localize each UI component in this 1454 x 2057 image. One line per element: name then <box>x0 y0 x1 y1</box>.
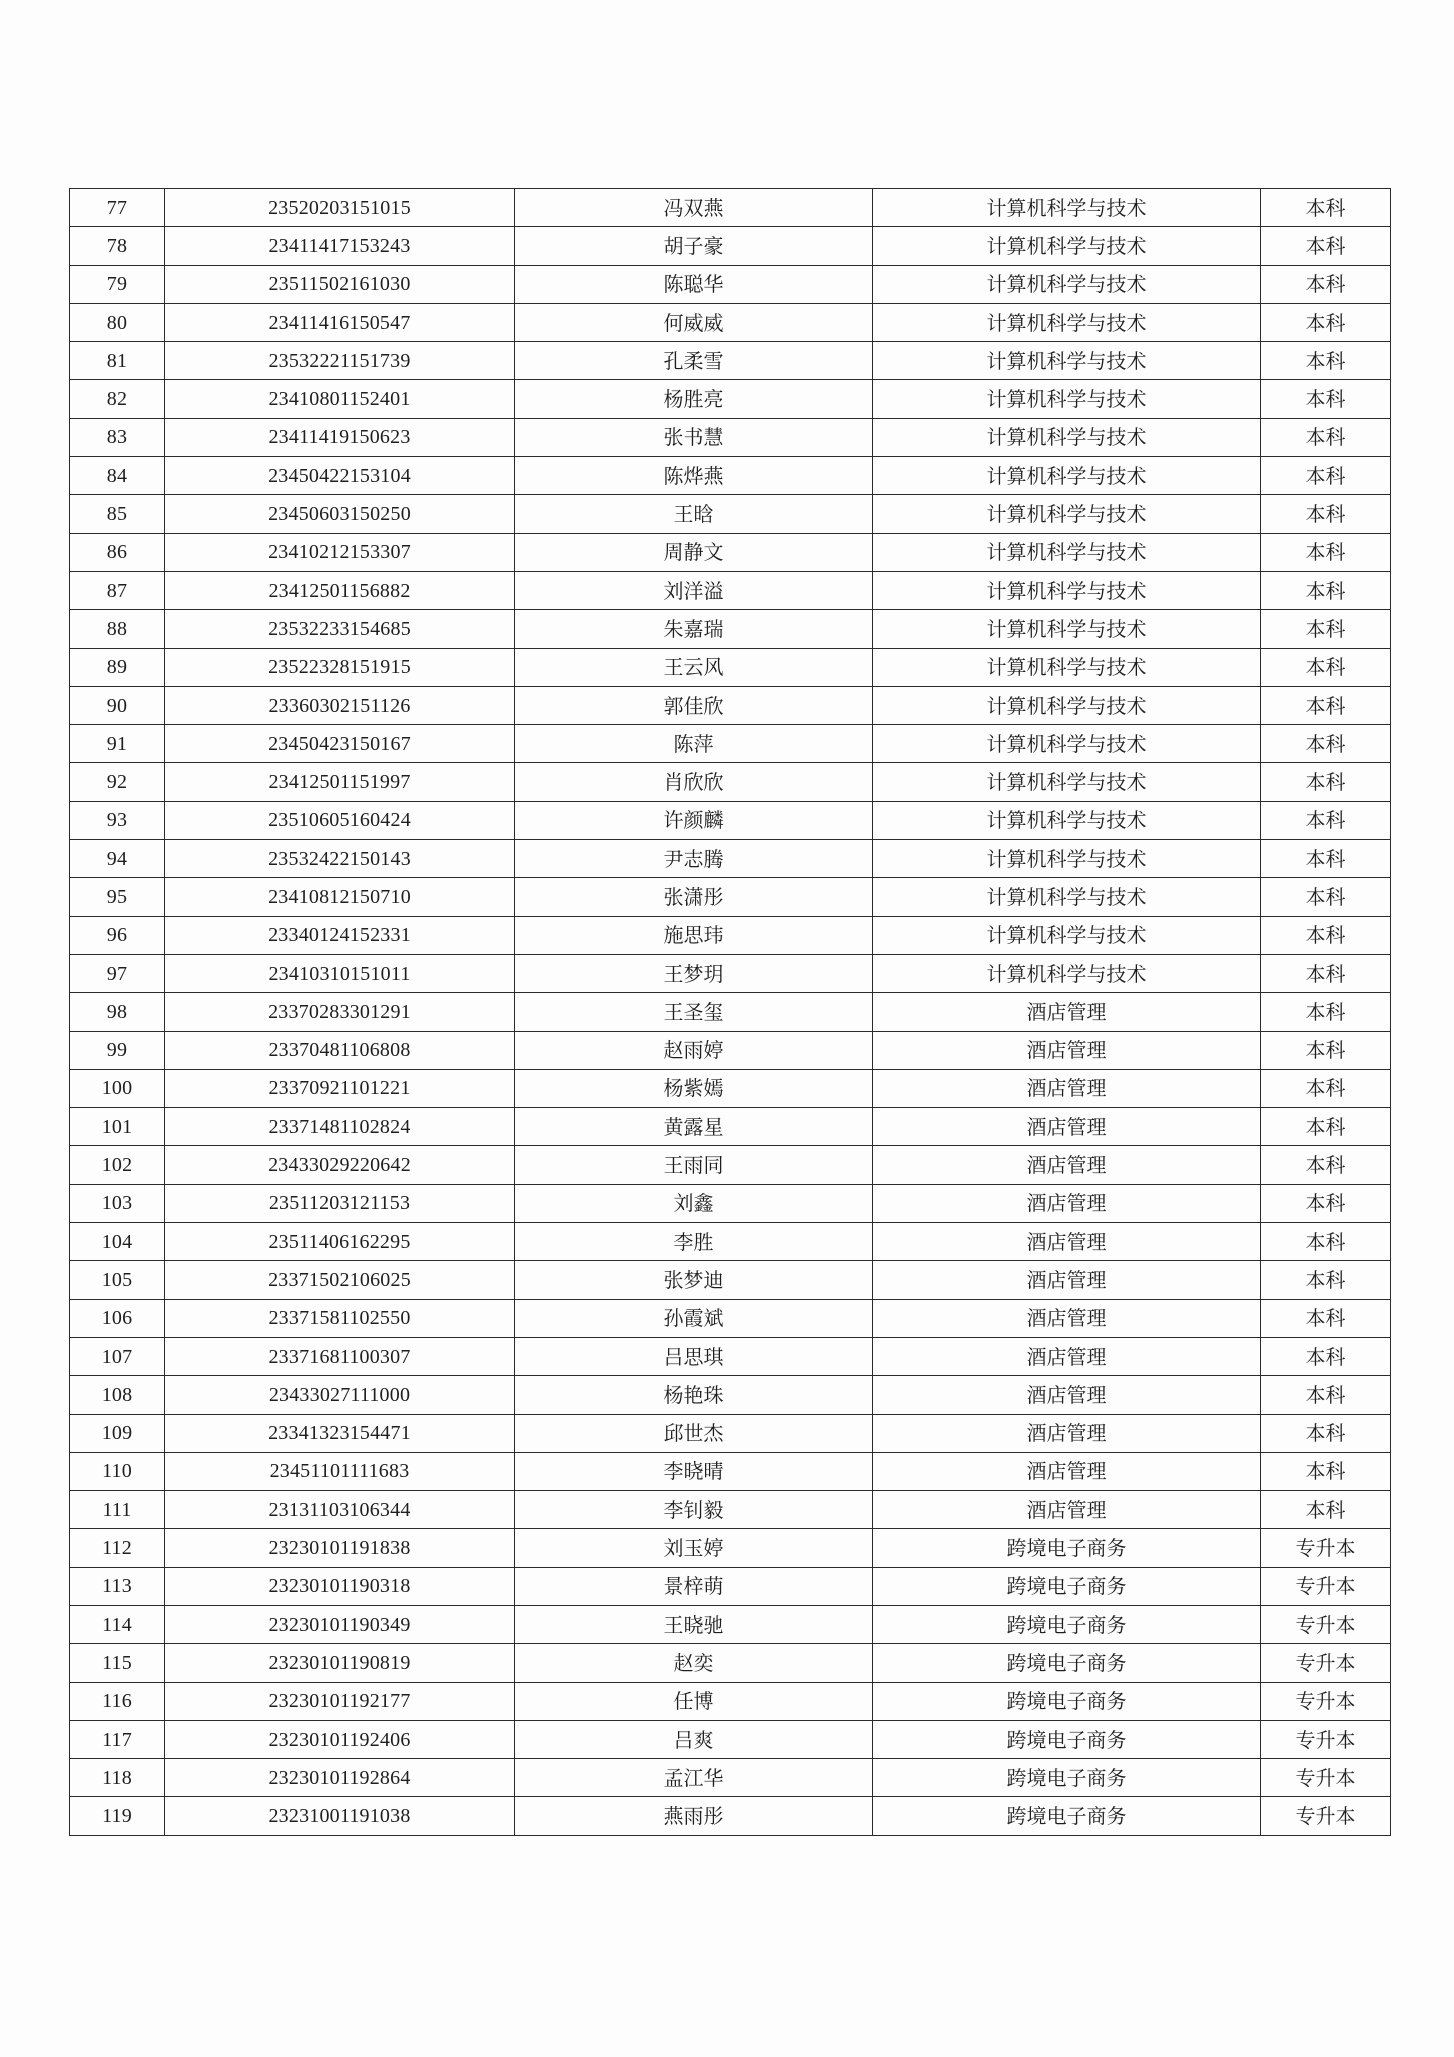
level-cell: 本科 <box>1261 916 1391 954</box>
table-row <box>70 303 1391 341</box>
student-id-cell: 23230101190318 <box>165 1567 515 1605</box>
level-cell: 本科 <box>1261 801 1391 839</box>
level-cell: 本科 <box>1261 1337 1391 1375</box>
major-cell: 跨境电子商务 <box>873 1529 1261 1567</box>
table-row <box>70 533 1391 571</box>
student-name-cell: 胡子豪 <box>515 227 873 265</box>
major-cell: 酒店管理 <box>873 1414 1261 1452</box>
level-cell: 本科 <box>1261 1299 1391 1337</box>
student-name-cell: 李胜 <box>515 1223 873 1261</box>
student-id-cell: 23510605160424 <box>165 801 515 839</box>
student-id-cell: 23411417153243 <box>165 227 515 265</box>
student-id-cell: 23433029220642 <box>165 1146 515 1184</box>
table-row <box>70 686 1391 724</box>
student-name-cell: 朱嘉瑞 <box>515 610 873 648</box>
student-id-cell: 23371481102824 <box>165 1108 515 1146</box>
major-cell: 酒店管理 <box>873 1108 1261 1146</box>
student-id-cell: 23370921101221 <box>165 1069 515 1107</box>
student-id-cell: 23410310151011 <box>165 954 515 992</box>
student-name-cell: 李晓晴 <box>515 1452 873 1490</box>
row-number-cell: 83 <box>70 418 165 456</box>
major-cell: 计算机科学与技术 <box>873 303 1261 341</box>
level-cell: 本科 <box>1261 1108 1391 1146</box>
table-row <box>70 265 1391 303</box>
row-number-cell: 78 <box>70 227 165 265</box>
major-cell: 酒店管理 <box>873 993 1261 1031</box>
table-row <box>70 878 1391 916</box>
table-row <box>70 342 1391 380</box>
table-row <box>70 1644 1391 1682</box>
student-name-cell: 郭佳欣 <box>515 686 873 724</box>
major-cell: 计算机科学与技术 <box>873 878 1261 916</box>
row-number-cell: 91 <box>70 725 165 763</box>
student-name-cell: 刘洋溢 <box>515 571 873 609</box>
row-number-cell: 77 <box>70 189 165 227</box>
student-id-cell: 23370481106808 <box>165 1031 515 1069</box>
student-name-cell: 孙霞斌 <box>515 1299 873 1337</box>
row-number-cell: 93 <box>70 801 165 839</box>
major-cell: 酒店管理 <box>873 1069 1261 1107</box>
student-name-cell: 许颜麟 <box>515 801 873 839</box>
level-cell: 本科 <box>1261 571 1391 609</box>
student-name-cell: 燕雨彤 <box>515 1797 873 1835</box>
level-cell: 本科 <box>1261 1261 1391 1299</box>
row-number-cell: 103 <box>70 1184 165 1222</box>
student-id-cell: 23230101191838 <box>165 1529 515 1567</box>
table-row <box>70 189 1391 227</box>
student-id-cell: 23410212153307 <box>165 533 515 571</box>
student-name-cell: 赵雨婷 <box>515 1031 873 1069</box>
major-cell: 酒店管理 <box>873 1261 1261 1299</box>
table-row <box>70 1337 1391 1375</box>
level-cell: 本科 <box>1261 495 1391 533</box>
student-id-cell: 23511406162295 <box>165 1223 515 1261</box>
level-cell: 本科 <box>1261 686 1391 724</box>
student-name-cell: 孟江华 <box>515 1759 873 1797</box>
level-cell: 本科 <box>1261 533 1391 571</box>
student-roster-table <box>69 188 1391 1836</box>
level-cell: 本科 <box>1261 457 1391 495</box>
level-cell: 本科 <box>1261 265 1391 303</box>
level-cell: 本科 <box>1261 725 1391 763</box>
student-id-cell: 23450422153104 <box>165 457 515 495</box>
major-cell: 计算机科学与技术 <box>873 571 1261 609</box>
row-number-cell: 110 <box>70 1452 165 1490</box>
major-cell: 计算机科学与技术 <box>873 725 1261 763</box>
row-number-cell: 112 <box>70 1529 165 1567</box>
student-name-cell: 杨胜亮 <box>515 380 873 418</box>
row-number-cell: 108 <box>70 1376 165 1414</box>
student-id-cell: 23412501156882 <box>165 571 515 609</box>
table-row <box>70 725 1391 763</box>
student-id-cell: 23511502161030 <box>165 265 515 303</box>
major-cell: 酒店管理 <box>873 1299 1261 1337</box>
student-id-cell: 23532233154685 <box>165 610 515 648</box>
student-name-cell: 赵奕 <box>515 1644 873 1682</box>
row-number-cell: 101 <box>70 1108 165 1146</box>
table-row <box>70 1108 1391 1146</box>
major-cell: 计算机科学与技术 <box>873 686 1261 724</box>
student-name-cell: 何威威 <box>515 303 873 341</box>
student-name-cell: 张梦迪 <box>515 1261 873 1299</box>
level-cell: 本科 <box>1261 1184 1391 1222</box>
student-id-cell: 23230101190819 <box>165 1644 515 1682</box>
student-name-cell: 王晓驰 <box>515 1605 873 1643</box>
row-number-cell: 111 <box>70 1491 165 1529</box>
major-cell: 跨境电子商务 <box>873 1644 1261 1682</box>
row-number-cell: 81 <box>70 342 165 380</box>
student-name-cell: 王圣玺 <box>515 993 873 1031</box>
major-cell: 酒店管理 <box>873 1452 1261 1490</box>
student-name-cell: 任博 <box>515 1682 873 1720</box>
level-cell: 本科 <box>1261 648 1391 686</box>
table-row <box>70 1031 1391 1069</box>
table-row <box>70 1605 1391 1643</box>
level-cell: 本科 <box>1261 189 1391 227</box>
student-id-cell: 23230101192177 <box>165 1682 515 1720</box>
row-number-cell: 109 <box>70 1414 165 1452</box>
student-name-cell: 刘鑫 <box>515 1184 873 1222</box>
student-name-cell: 张书慧 <box>515 418 873 456</box>
table-row <box>70 1682 1391 1720</box>
student-id-cell: 23411419150623 <box>165 418 515 456</box>
major-cell: 跨境电子商务 <box>873 1605 1261 1643</box>
table-row <box>70 916 1391 954</box>
level-cell: 本科 <box>1261 1452 1391 1490</box>
row-number-cell: 113 <box>70 1567 165 1605</box>
level-cell: 专升本 <box>1261 1720 1391 1758</box>
table-row <box>70 1567 1391 1605</box>
level-cell: 本科 <box>1261 380 1391 418</box>
student-id-cell: 23520203151015 <box>165 189 515 227</box>
table-row <box>70 457 1391 495</box>
table-row <box>70 1223 1391 1261</box>
student-id-cell: 23522328151915 <box>165 648 515 686</box>
student-id-cell: 23511203121153 <box>165 1184 515 1222</box>
major-cell: 计算机科学与技术 <box>873 916 1261 954</box>
major-cell: 计算机科学与技术 <box>873 801 1261 839</box>
student-name-cell: 邱世杰 <box>515 1414 873 1452</box>
major-cell: 计算机科学与技术 <box>873 533 1261 571</box>
row-number-cell: 95 <box>70 878 165 916</box>
row-number-cell: 87 <box>70 571 165 609</box>
level-cell: 本科 <box>1261 1223 1391 1261</box>
major-cell: 计算机科学与技术 <box>873 610 1261 648</box>
level-cell: 专升本 <box>1261 1529 1391 1567</box>
row-number-cell: 84 <box>70 457 165 495</box>
student-id-cell: 23371581102550 <box>165 1299 515 1337</box>
student-name-cell: 王晗 <box>515 495 873 533</box>
student-name-cell: 陈聪华 <box>515 265 873 303</box>
student-name-cell: 孔柔雪 <box>515 342 873 380</box>
student-id-cell: 23410812150710 <box>165 878 515 916</box>
student-id-cell: 23450423150167 <box>165 725 515 763</box>
student-id-cell: 23412501151997 <box>165 763 515 801</box>
student-name-cell: 吕思琪 <box>515 1337 873 1375</box>
student-id-cell: 23230101192864 <box>165 1759 515 1797</box>
level-cell: 本科 <box>1261 954 1391 992</box>
student-name-cell: 肖欣欣 <box>515 763 873 801</box>
table-row <box>70 418 1391 456</box>
table-row <box>70 954 1391 992</box>
table-row <box>70 1299 1391 1337</box>
row-number-cell: 88 <box>70 610 165 648</box>
table-row <box>70 840 1391 878</box>
student-name-cell: 冯双燕 <box>515 189 873 227</box>
major-cell: 酒店管理 <box>873 1376 1261 1414</box>
student-id-cell: 23341323154471 <box>165 1414 515 1452</box>
table-row <box>70 1797 1391 1835</box>
student-name-cell: 施思玮 <box>515 916 873 954</box>
table-row <box>70 380 1391 418</box>
major-cell: 酒店管理 <box>873 1146 1261 1184</box>
row-number-cell: 99 <box>70 1031 165 1069</box>
row-number-cell: 90 <box>70 686 165 724</box>
student-id-cell: 23371681100307 <box>165 1337 515 1375</box>
major-cell: 酒店管理 <box>873 1223 1261 1261</box>
level-cell: 本科 <box>1261 418 1391 456</box>
student-id-cell: 23410801152401 <box>165 380 515 418</box>
student-id-cell: 23451101111683 <box>165 1452 515 1490</box>
row-number-cell: 102 <box>70 1146 165 1184</box>
student-name-cell: 杨艳珠 <box>515 1376 873 1414</box>
row-number-cell: 107 <box>70 1337 165 1375</box>
major-cell: 计算机科学与技术 <box>873 380 1261 418</box>
row-number-cell: 104 <box>70 1223 165 1261</box>
level-cell: 本科 <box>1261 303 1391 341</box>
student-name-cell: 王雨同 <box>515 1146 873 1184</box>
level-cell: 本科 <box>1261 1069 1391 1107</box>
level-cell: 本科 <box>1261 1376 1391 1414</box>
table-row <box>70 1376 1391 1414</box>
level-cell: 本科 <box>1261 1491 1391 1529</box>
student-name-cell: 王梦玥 <box>515 954 873 992</box>
major-cell: 跨境电子商务 <box>873 1759 1261 1797</box>
table-row <box>70 801 1391 839</box>
level-cell: 本科 <box>1261 1414 1391 1452</box>
student-id-cell: 23230101192406 <box>165 1720 515 1758</box>
major-cell: 酒店管理 <box>873 1491 1261 1529</box>
row-number-cell: 80 <box>70 303 165 341</box>
level-cell: 专升本 <box>1261 1605 1391 1643</box>
table-row <box>70 1759 1391 1797</box>
table-row <box>70 1414 1391 1452</box>
major-cell: 计算机科学与技术 <box>873 648 1261 686</box>
student-name-cell: 刘玉婷 <box>515 1529 873 1567</box>
row-number-cell: 89 <box>70 648 165 686</box>
student-id-cell: 23231001191038 <box>165 1797 515 1835</box>
major-cell: 计算机科学与技术 <box>873 840 1261 878</box>
major-cell: 跨境电子商务 <box>873 1720 1261 1758</box>
level-cell: 专升本 <box>1261 1567 1391 1605</box>
table-row <box>70 648 1391 686</box>
student-id-cell: 23370283301291 <box>165 993 515 1031</box>
level-cell: 本科 <box>1261 878 1391 916</box>
row-number-cell: 105 <box>70 1261 165 1299</box>
student-id-cell: 23230101190349 <box>165 1605 515 1643</box>
row-number-cell: 92 <box>70 763 165 801</box>
student-id-cell: 23450603150250 <box>165 495 515 533</box>
major-cell: 跨境电子商务 <box>873 1682 1261 1720</box>
major-cell: 跨境电子商务 <box>873 1797 1261 1835</box>
major-cell: 计算机科学与技术 <box>873 342 1261 380</box>
row-number-cell: 96 <box>70 916 165 954</box>
level-cell: 本科 <box>1261 1031 1391 1069</box>
student-name-cell: 陈萍 <box>515 725 873 763</box>
major-cell: 计算机科学与技术 <box>873 495 1261 533</box>
major-cell: 计算机科学与技术 <box>873 265 1261 303</box>
level-cell: 本科 <box>1261 840 1391 878</box>
level-cell: 专升本 <box>1261 1644 1391 1682</box>
student-id-cell: 23340124152331 <box>165 916 515 954</box>
major-cell: 酒店管理 <box>873 1337 1261 1375</box>
level-cell: 本科 <box>1261 610 1391 648</box>
student-name-cell: 陈烨燕 <box>515 457 873 495</box>
major-cell: 计算机科学与技术 <box>873 189 1261 227</box>
major-cell: 计算机科学与技术 <box>873 418 1261 456</box>
table-row <box>70 610 1391 648</box>
level-cell: 本科 <box>1261 342 1391 380</box>
student-id-cell: 23411416150547 <box>165 303 515 341</box>
row-number-cell: 98 <box>70 993 165 1031</box>
student-name-cell: 杨紫嫣 <box>515 1069 873 1107</box>
student-name-cell: 尹志腾 <box>515 840 873 878</box>
row-number-cell: 86 <box>70 533 165 571</box>
major-cell: 计算机科学与技术 <box>873 763 1261 801</box>
student-name-cell: 张潇彤 <box>515 878 873 916</box>
student-name-cell: 黄露星 <box>515 1108 873 1146</box>
major-cell: 计算机科学与技术 <box>873 954 1261 992</box>
student-id-cell: 23371502106025 <box>165 1261 515 1299</box>
level-cell: 专升本 <box>1261 1682 1391 1720</box>
student-id-cell: 23532422150143 <box>165 840 515 878</box>
table-row <box>70 1184 1391 1222</box>
table-row <box>70 1452 1391 1490</box>
table-row <box>70 1146 1391 1184</box>
level-cell: 本科 <box>1261 227 1391 265</box>
table-row <box>70 571 1391 609</box>
student-name-cell: 李钊毅 <box>515 1491 873 1529</box>
student-id-cell: 23131103106344 <box>165 1491 515 1529</box>
level-cell: 本科 <box>1261 1146 1391 1184</box>
level-cell: 本科 <box>1261 763 1391 801</box>
level-cell: 专升本 <box>1261 1759 1391 1797</box>
major-cell: 计算机科学与技术 <box>873 227 1261 265</box>
row-number-cell: 94 <box>70 840 165 878</box>
major-cell: 计算机科学与技术 <box>873 457 1261 495</box>
student-name-cell: 吕爽 <box>515 1720 873 1758</box>
table-row <box>70 495 1391 533</box>
level-cell: 专升本 <box>1261 1797 1391 1835</box>
row-number-cell: 97 <box>70 954 165 992</box>
row-number-cell: 100 <box>70 1069 165 1107</box>
row-number-cell: 119 <box>70 1797 165 1835</box>
row-number-cell: 79 <box>70 265 165 303</box>
row-number-cell: 106 <box>70 1299 165 1337</box>
table-row <box>70 1529 1391 1567</box>
major-cell: 酒店管理 <box>873 1031 1261 1069</box>
student-id-cell: 23532221151739 <box>165 342 515 380</box>
table-row <box>70 1069 1391 1107</box>
row-number-cell: 82 <box>70 380 165 418</box>
level-cell: 本科 <box>1261 993 1391 1031</box>
table-row <box>70 763 1391 801</box>
student-id-cell: 23433027111000 <box>165 1376 515 1414</box>
student-id-cell: 23360302151126 <box>165 686 515 724</box>
table-row <box>70 1491 1391 1529</box>
table-row <box>70 1720 1391 1758</box>
row-number-cell: 118 <box>70 1759 165 1797</box>
roster-body <box>70 189 1391 1836</box>
row-number-cell: 85 <box>70 495 165 533</box>
student-name-cell: 王云风 <box>515 648 873 686</box>
row-number-cell: 116 <box>70 1682 165 1720</box>
row-number-cell: 114 <box>70 1605 165 1643</box>
major-cell: 酒店管理 <box>873 1184 1261 1222</box>
table-row <box>70 227 1391 265</box>
major-cell: 跨境电子商务 <box>873 1567 1261 1605</box>
row-number-cell: 117 <box>70 1720 165 1758</box>
row-number-cell: 115 <box>70 1644 165 1682</box>
student-name-cell: 景梓萌 <box>515 1567 873 1605</box>
table-row <box>70 1261 1391 1299</box>
student-name-cell: 周静文 <box>515 533 873 571</box>
table-row <box>70 993 1391 1031</box>
